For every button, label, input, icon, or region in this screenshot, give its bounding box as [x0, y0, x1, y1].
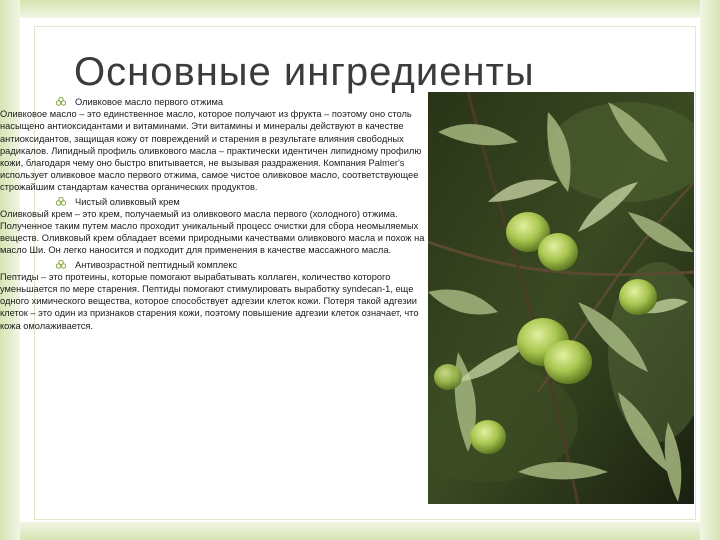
body-text: [0, 96, 437, 332]
flower-bullet-icon: [56, 97, 66, 107]
slide-border-bottom: [0, 522, 720, 540]
section-heading-oil: Оливковое масло первого отжима: [75, 97, 224, 107]
section-oil: [57, 96, 437, 108]
section-peptide: [57, 259, 437, 271]
section-body-oil: Оливковое масло – это единственное масло, которое получают из фрукта – поэтому оно столь насыщено антиоксидантами и витаминами. Эти витамины и минералы действуют в качестве антиоксидантов, защищая кожу от повреждений и старения в результате влияния свободных радикалов. Липидный профиль оливкового масла – практически идентичен липидному профилю кожи, благодаря чему оно быстро впитывается, не вызывая раздражения. Компания Palmer's использует оливковое масло первого отжима, самое чистое оливковое масло, соответствующее строжайшим стандартам качества органических продуктов.: [0, 109, 422, 193]
flower-bullet-icon: [56, 260, 66, 270]
flower-bullet-icon: [56, 197, 66, 207]
section-body-cream: Оливковый крем – это крем, получаемый из оливкового масла первого (холодного) отжима. Полученное таким путем масло проходит уникальный процесс очистки для сбора неомыляемых веществ. Оливковый крем обладает всеми природными качествами оливкового масла и похож на масло Ши. Он легко наносится и подходит для применения в качестве массажного масла.: [0, 208, 425, 256]
section-cream: [57, 196, 437, 208]
slide-border-top: [0, 0, 720, 18]
slide-border-right: [700, 0, 720, 540]
olive-branch-photo: [428, 92, 694, 504]
section-heading-cream: Чистый оливковый крем: [75, 196, 180, 207]
section-body-peptide: Пептиды – это протеины, которые помогают вырабатывать коллаген, количество которого уменьшается по мере старения. Пептиды помогают стимулировать выработку syndecan-1, еще одного химического вещества, которое способствует адгезии клеток кожи. Потеря такой адгезии клеток – это один из признаков старения кожи, поэтому повышение адгезии клеток означает, что кожа омолаживается.: [0, 271, 419, 331]
section-heading-peptide: Антивозрастной пептидный комплекс: [75, 259, 238, 270]
slide-title: Основные ингредиенты: [74, 50, 535, 94]
olive-branch-illustration: [428, 92, 694, 504]
